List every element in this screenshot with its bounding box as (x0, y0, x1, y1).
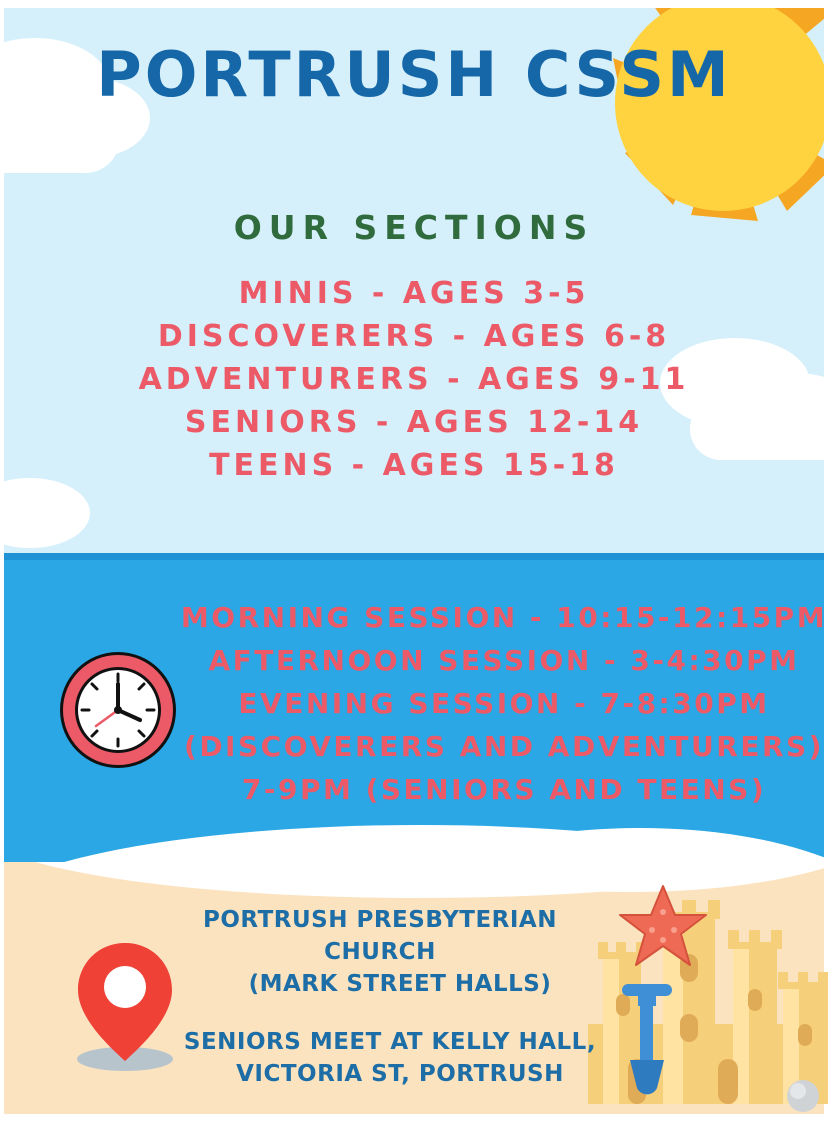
list-item: DISCOVERERS - AGES 6-8 (157, 319, 671, 354)
sea-top-divider (0, 553, 828, 560)
sections-list (0, 272, 828, 487)
cloud-icon (0, 478, 90, 548)
venue-line-1: PORTRUSH PRESBYTERIAN CHURCH (203, 907, 557, 965)
list-item: 7-9PM (SENIORS AND TEENS) (241, 773, 767, 806)
page-title: PORTRUSH CSSM (96, 38, 732, 111)
venue-details (150, 904, 610, 1090)
starfish-icon (618, 882, 708, 972)
shovel-icon (608, 980, 688, 1100)
list-item: AFTERNOON SESSION - 3-4:30PM (208, 644, 800, 677)
sea-section (0, 553, 828, 873)
venue-line-3: SENIORS MEET AT KELLY HALL, (183, 1029, 597, 1055)
map-pin-icon (60, 937, 190, 1072)
list-item: SENIORS - AGES 12-14 (184, 405, 644, 440)
list-item: MINIS - AGES 3-5 (238, 276, 590, 311)
venue-spacer (150, 1000, 610, 1026)
list-item: EVENING SESSION - 7-8:30PM (238, 687, 770, 720)
session-times (180, 596, 828, 811)
left-edge (0, 0, 4, 1124)
sections-heading: OUR SECTIONS (233, 208, 595, 247)
list-item: ADVENTURERS - AGES 9-11 (138, 362, 690, 397)
venue-line-2: (MARK STREET HALLS) (248, 971, 552, 997)
cloud-icon (0, 103, 120, 173)
list-item: MORNING SESSION - 10:15-12:15PM (180, 601, 828, 634)
list-item: TEENS - AGES 15-18 (209, 448, 619, 483)
sand-section (0, 862, 828, 1124)
list-item: (DISCOVERERS AND ADVENTURERS) (184, 730, 824, 763)
venue-line-4: VICTORIA ST, PORTRUSH (236, 1061, 564, 1087)
clock-icon (56, 648, 180, 772)
